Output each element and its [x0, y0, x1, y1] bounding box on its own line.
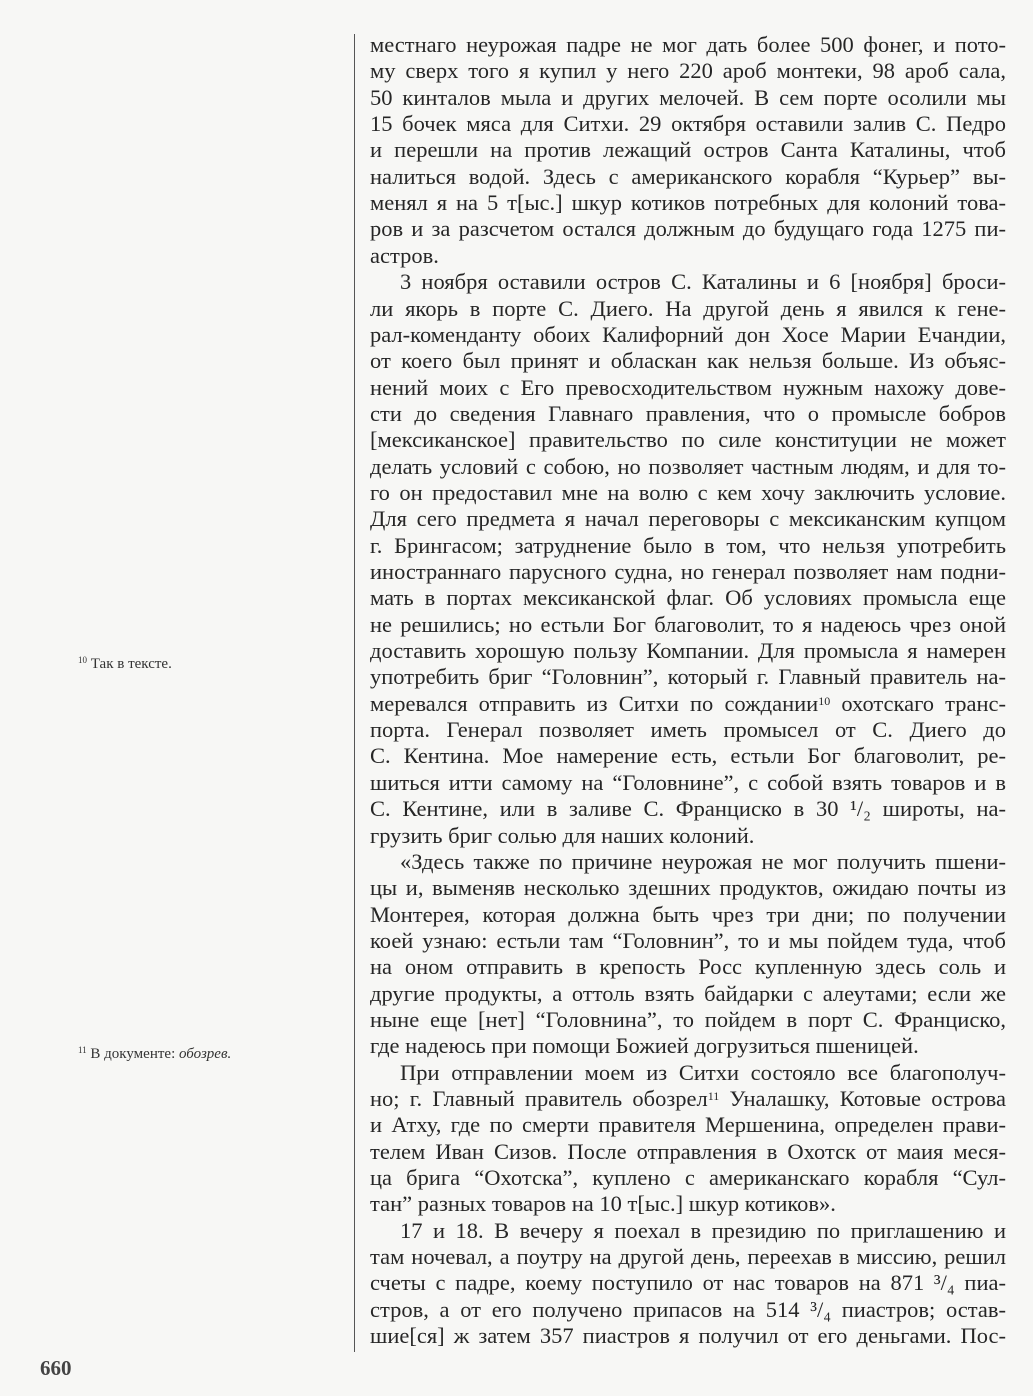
text-line: 15 бочек мяса для Ситхи. 29 октября оставили залив С. Педро [370, 111, 1006, 137]
text-line: на оном отправить в крепость Росс купленную здесь соль и [370, 954, 1006, 980]
text-line: С. Кентина. Мое намерение есть, естьли Бог благоволит, ре- [370, 743, 1006, 769]
text-line: рал-коменданту обоих Калифорний дон Хосе Марии Ечандии, [370, 321, 1006, 347]
text-line: телем Иван Сизов. После отправления в Охотск от маия меся- [370, 1138, 1006, 1164]
text-line: астров. [370, 242, 439, 268]
text-line: там ночевал, а поутру на другой день, переехав в миссию, решил [370, 1244, 1006, 1270]
text-line: При отправлении моем из Ситхи состояло все благополуч- [400, 1059, 1006, 1085]
footnote-ref: 11 [707, 1089, 720, 1103]
text-line: ли якорь в порте С. Диего. На другой день я явился к гене- [370, 295, 1006, 321]
footnote-11 [78, 1046, 231, 1063]
text-line: ца брига “Охотска”, куплено с американскаго корабля “Сул- [370, 1165, 1006, 1191]
text-line: меревался отправить из Ситхи по сождании$^{10}$ охотскаго транс- [370, 690, 1007, 716]
text-line: от коего был принят и обласкан как нельзя больше. Из объяс- [370, 348, 1006, 374]
text-line: не решились; но естьли Бог благоволит, то я надеюсь чрез оной [370, 611, 1006, 637]
text-line: нений моих с Его превосходительством нужным нахожу дове- [370, 374, 1006, 400]
text-line: шие[ся] ж затем 357 пиастров я получил от его деньгами. Пос- [370, 1323, 1006, 1349]
text-line: где надеюсь при помощи Божией догрузиться пшеницей. [370, 1033, 919, 1059]
text-line: Для сего предмета я начал переговоры с мексиканским купцом [370, 506, 1006, 532]
footnote-text: Так в тексте. [90, 656, 172, 672]
text-line: иностраннаго парусного судна, но генерал позволяет нам подни- [370, 559, 1006, 584]
text-line: стров, а от его получено припасов на 514 ³/₄ пиастров; остав- [370, 1296, 1006, 1322]
text-line: тан” разных товаров на 10 т[ыс.] шкур котиков». [370, 1191, 836, 1217]
text-line: С. Кентине, или в заливе С. Франциско в 30 ¹/₂ широты, на- [370, 796, 1006, 822]
text-line: г. Брингасом; затруднение было в том, что нельзя употребить [370, 532, 1006, 558]
text-line: другие продукты, а оттоль взять байдарки с алеутами; если же [370, 980, 1006, 1006]
text-line: коей узнаю: естьли там “Головнин”, то и мы пойдем туда, чтоб [370, 927, 1006, 953]
text-line: «Здесь также по причине неурожая не мог получить пшени- [400, 848, 1006, 874]
text-line: делать условий с собою, но позволяет частным людям, и для то- [370, 453, 1006, 479]
text-line: ров и за разсчетом остался должным до будущаго года 1275 пи- [370, 216, 1006, 242]
text-line: цы и, выменяв несколько здешних продуктов, ожидаю почты из [370, 875, 1006, 901]
text-line: грузить бриг солью для наших колоний. [370, 822, 755, 848]
text-line: му сверх того я купил у него 220 ароб монтеки, 98 ароб сала, [370, 58, 1006, 84]
footnote-number: 11 [78, 1045, 87, 1055]
footnote-10 [78, 656, 172, 673]
text-line: доставить хорошую пользу Компании. Для промысла я намерен [370, 638, 1006, 664]
text-line: и Атху, где по смерти правителя Мершенина, определен прави- [370, 1112, 1006, 1138]
text-line: [мексиканское] правительство по силе конституции не может [370, 427, 1006, 453]
text-line: и перешли на против лежащий остров Санта Каталины, чтоб [370, 137, 1006, 163]
footnote-text: В документе: [90, 1046, 179, 1062]
text-line: Монтерея, которая должна быть чрез три дни; по получении [370, 901, 1006, 927]
text-line: го он предоставил мне на волю с кем хочу заключить условие. [370, 479, 1006, 505]
page-number: 660 [40, 1356, 72, 1380]
text-line: мать в портах мексиканской флаг. Об условиях промысла еще [370, 585, 1006, 611]
text-line: употребить бриг “Головнин”, который г. Главный правитель на- [370, 664, 1006, 690]
text-line: порта. Генерал позволяет иметь промысел от С. Диего до [370, 717, 1006, 743]
text-line: местнаго неурожая падре не мог дать более 500 фонег, и пото- [370, 32, 1006, 57]
text-line: счеты с падре, коему поступило от нас товаров на 871 ³/₄ пиа- [370, 1270, 1006, 1296]
text-line: ныне еще [нет] “Головнина”, то пойдем в порт С. Франциско, [370, 1006, 1006, 1032]
footnote-italic: обозрев. [179, 1046, 232, 1062]
text-line: 3 ноября оставили остров С. Каталины и 6 [ноября] броси- [400, 269, 1006, 295]
text-line: менял я на 5 т[ыс.] шкур котиков потребных для колоний това- [370, 190, 1006, 216]
text-line: сти до сведения Главнаго правления, что о промысле бобров [370, 400, 1006, 426]
text-line: шиться итти самому на “Головнине”, с собой взять товаров и в [370, 769, 1006, 795]
footnote-number: 10 [78, 655, 87, 665]
footnote-ref: 10 [818, 693, 831, 708]
text-line: 50 кинталов мыла и других мелочей. В сем порте осолили мы [370, 84, 1006, 110]
text-line: 17 и 18. В вечеру я поехал в президию по приглашению и [400, 1217, 1006, 1243]
text-line: но; г. Главный правитель обозрел$^{11}$ Уналашку, Котовые острова [370, 1086, 1006, 1111]
margin-rule [354, 34, 355, 1352]
text-line: налиться водой. Здесь с американского корабля “Курьер” вы- [370, 163, 1006, 189]
